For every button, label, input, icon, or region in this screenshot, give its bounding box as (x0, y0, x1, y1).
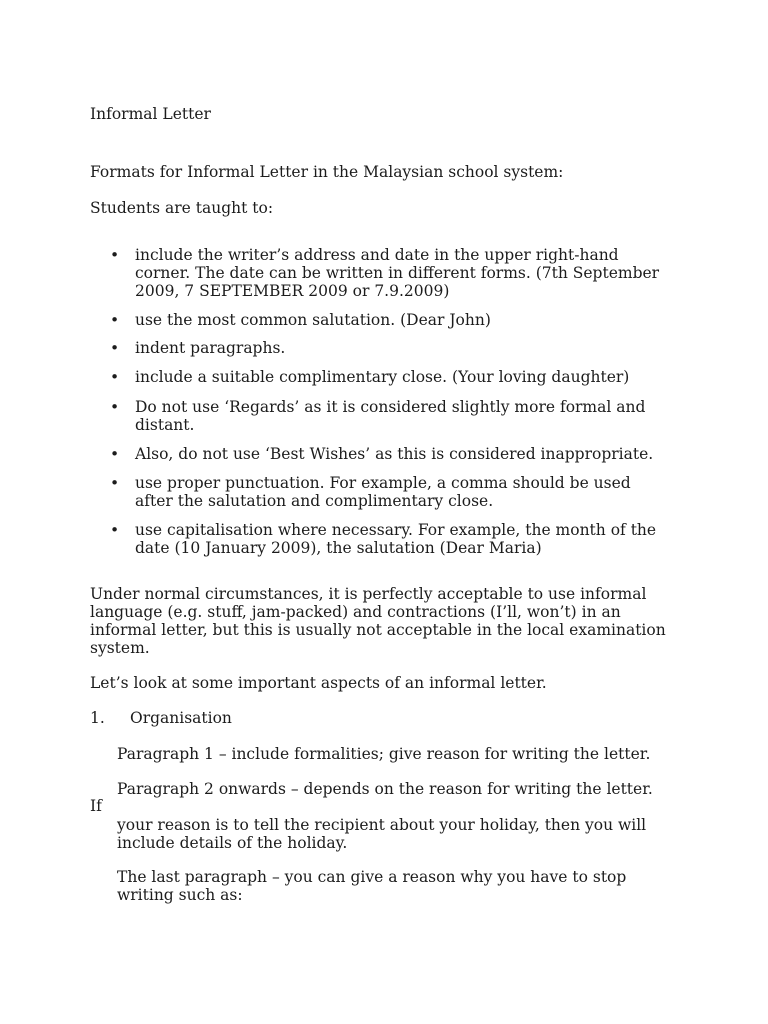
holiday-paragraph: your reason is to tell the recipient about your holiday, then you will include details of the holiday. (117, 816, 647, 852)
if-word: If (90, 797, 102, 815)
section-number: 1. (90, 709, 105, 727)
list-item-text: use proper punctuation. For example, a comma should be used after the salutation and complimentary close. (135, 474, 631, 510)
lets-look-line: Let’s look at some important aspects of an informal letter. (90, 674, 547, 692)
list-item-text: include the writer’s address and date in the upper right-hand corner. The date can be written in different forms. (7th September 2009, 7 SEPTEMBER 2009 or 7.9.2009) (135, 246, 660, 300)
bullet-icon: • (110, 398, 120, 416)
section-heading: Organisation (130, 709, 232, 727)
students-taught-line: Students are taught to: (90, 199, 274, 217)
paragraph-two-line: Paragraph 2 onwards – depends on the reason for writing the letter. (117, 780, 653, 798)
list-item-text: use the most common salutation. (Dear John) (135, 311, 491, 329)
bullet-icon: • (110, 445, 120, 463)
bullet-icon: • (110, 246, 120, 264)
document-title: Informal Letter (90, 105, 211, 123)
list-item-text: indent paragraphs. (135, 339, 286, 357)
list-item-text: use capitalisation where necessary. For example, the month of the date (10 January 2009), the salutation (Dear Maria) (135, 521, 657, 557)
bullet-icon: • (110, 474, 120, 492)
intro-line: Formats for Informal Letter in the Malaysian school system: (90, 163, 564, 181)
circumstances-paragraph: Under normal circumstances, it is perfectly acceptable to use informal language (e.g. stuff, jam-packed) and contractions (I’ll, won’t) in an informal letter, but this is usually not acceptable in the local examination system. (90, 585, 666, 657)
bullet-icon: • (110, 521, 120, 539)
list-item-text: Do not use ‘Regards’ as it is considered slightly more formal and distant. (135, 398, 646, 434)
bullet-icon: • (110, 339, 120, 357)
list-item-text: include a suitable complimentary close. (Your loving daughter) (135, 368, 630, 386)
list-item-text: Also, do not use ‘Best Wishes’ as this is considered inappropriate. (135, 445, 654, 463)
last-paragraph-line: The last paragraph – you can give a reason why you have to stop writing such as: (117, 868, 627, 904)
bullet-icon: • (110, 368, 120, 386)
bullet-icon: • (110, 311, 120, 329)
paragraph-one-line: Paragraph 1 – include formalities; give reason for writing the letter. (117, 745, 651, 763)
